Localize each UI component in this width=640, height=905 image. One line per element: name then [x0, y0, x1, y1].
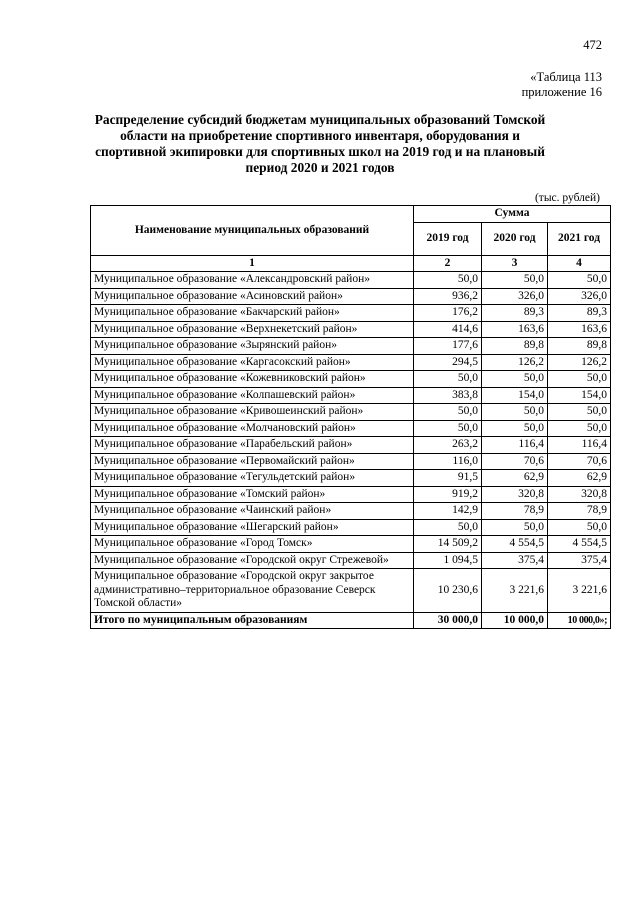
table-row	[91, 404, 611, 421]
row-value-2019: 50,0	[414, 404, 482, 421]
table-row	[91, 288, 611, 305]
row-value-2019: 91,5	[414, 470, 482, 487]
row-name: Муниципальное образование «Городской округ закрытое административно–территориальное образование Северск Томской области»	[91, 569, 414, 613]
row-value-2020: 320,8	[482, 486, 548, 503]
row-name: Муниципальное образование «Первомайский район»	[91, 453, 414, 470]
row-value-2021: 50,0	[548, 371, 611, 388]
row-value-2021: 154,0	[548, 387, 611, 404]
total-2019: 30 000,0	[414, 612, 482, 629]
header-name: Наименование муниципальных образований	[91, 206, 414, 256]
row-name: Муниципальное образование «Парабельский район»	[91, 437, 414, 454]
row-value-2021: 89,8	[548, 338, 611, 355]
table-row	[91, 420, 611, 437]
table-row	[91, 354, 611, 371]
table-row	[91, 338, 611, 355]
row-value-2020: 70,6	[482, 453, 548, 470]
row-value-2020: 163,6	[482, 321, 548, 338]
row-value-2019: 142,9	[414, 503, 482, 520]
row-name: Муниципальное образование «Молчановский район»	[91, 420, 414, 437]
header-row	[91, 206, 611, 223]
row-value-2019: 50,0	[414, 519, 482, 536]
column-number-row	[91, 255, 611, 272]
row-name: Муниципальное образование «Томский район»	[91, 486, 414, 503]
row-value-2021: 50,0	[548, 272, 611, 289]
row-value-2019: 383,8	[414, 387, 482, 404]
row-value-2021: 50,0	[548, 519, 611, 536]
row-value-2020: 50,0	[482, 404, 548, 421]
row-value-2021: 50,0	[548, 420, 611, 437]
subsidy-table	[90, 205, 611, 629]
row-value-2020: 50,0	[482, 272, 548, 289]
table-row	[91, 453, 611, 470]
row-value-2019: 919,2	[414, 486, 482, 503]
row-value-2020: 50,0	[482, 519, 548, 536]
row-value-2019: 177,6	[414, 338, 482, 355]
row-value-2020: 154,0	[482, 387, 548, 404]
row-value-2019: 414,6	[414, 321, 482, 338]
col-number-4: 4	[548, 255, 611, 272]
row-value-2020: 78,9	[482, 503, 548, 520]
row-name: Муниципальное образование «Тегульдетский район»	[91, 470, 414, 487]
header-year-2021: 2021 год	[548, 222, 611, 255]
table-row	[91, 371, 611, 388]
total-2020: 10 000,0	[482, 612, 548, 629]
table-reference	[522, 70, 602, 100]
row-value-2021: 163,6	[548, 321, 611, 338]
row-name: Муниципальное образование «Каргасокский район»	[91, 354, 414, 371]
row-value-2019: 50,0	[414, 272, 482, 289]
row-value-2019: 50,0	[414, 420, 482, 437]
row-value-2020: 126,2	[482, 354, 548, 371]
row-name: Муниципальное образование «Кривошеинский район»	[91, 404, 414, 421]
row-value-2021: 116,4	[548, 437, 611, 454]
row-name: Муниципальное образование «Колпашевский район»	[91, 387, 414, 404]
total-2021: 10 000,0»;	[548, 612, 611, 629]
row-name: Муниципальное образование «Асиновский район»	[91, 288, 414, 305]
row-value-2021: 375,4	[548, 552, 611, 569]
table-row	[91, 569, 611, 613]
row-value-2020: 4 554,5	[482, 536, 548, 553]
page-number: 472	[583, 38, 602, 52]
col-number-1: 1	[91, 255, 414, 272]
row-value-2020: 50,0	[482, 371, 548, 388]
row-name: Муниципальное образование «Чаинский район»	[91, 503, 414, 520]
table-row	[91, 536, 611, 553]
row-value-2019: 263,2	[414, 437, 482, 454]
row-name: Муниципальное образование «Кожевниковский район»	[91, 371, 414, 388]
row-value-2020: 326,0	[482, 288, 548, 305]
table-row	[91, 305, 611, 322]
table-row	[91, 552, 611, 569]
document-title: Распределение субсидий бюджетам муниципальных образований Томской области на приобретение спортивного инвентаря, оборудования и спортивной экипировки для спортивных школ на 2019 год и на плановый период 2020 и 2021 годов	[94, 112, 546, 175]
row-value-2019: 936,2	[414, 288, 482, 305]
row-name: Муниципальное образование «Шегарский район»	[91, 519, 414, 536]
row-value-2021: 4 554,5	[548, 536, 611, 553]
row-value-2020: 62,9	[482, 470, 548, 487]
row-value-2021: 3 221,6	[548, 569, 611, 613]
row-value-2019: 176,2	[414, 305, 482, 322]
table-row	[91, 272, 611, 289]
table-row	[91, 437, 611, 454]
row-value-2021: 62,9	[548, 470, 611, 487]
table-row	[91, 503, 611, 520]
row-value-2021: 70,6	[548, 453, 611, 470]
row-value-2019: 1 094,5	[414, 552, 482, 569]
row-value-2020: 89,3	[482, 305, 548, 322]
row-value-2019: 294,5	[414, 354, 482, 371]
table-row	[91, 519, 611, 536]
table-row	[91, 470, 611, 487]
reference-line-2: приложение 16	[521, 85, 602, 99]
table-row	[91, 321, 611, 338]
row-value-2020: 89,8	[482, 338, 548, 355]
row-value-2019: 116,0	[414, 453, 482, 470]
row-name: Муниципальное образование «Бакчарский район»	[91, 305, 414, 322]
total-row	[91, 612, 611, 629]
col-number-3: 3	[482, 255, 548, 272]
row-value-2019: 10 230,6	[414, 569, 482, 613]
reference-line-1: «Таблица 113	[530, 70, 602, 84]
units-label: (тыс. рублей)	[534, 192, 600, 204]
row-name: Муниципальное образование «Городской округ Стрежевой»	[91, 552, 414, 569]
row-name: Муниципальное образование «Верхнекетский район»	[91, 321, 414, 338]
row-name: Муниципальное образование «Город Томск»	[91, 536, 414, 553]
row-value-2021: 126,2	[548, 354, 611, 371]
row-value-2019: 50,0	[414, 371, 482, 388]
row-value-2020: 375,4	[482, 552, 548, 569]
row-value-2021: 89,3	[548, 305, 611, 322]
row-value-2020: 3 221,6	[482, 569, 548, 613]
table-row	[91, 486, 611, 503]
row-value-2021: 50,0	[548, 404, 611, 421]
header-year-2019: 2019 год	[414, 222, 482, 255]
row-value-2020: 116,4	[482, 437, 548, 454]
table-row	[91, 387, 611, 404]
row-name: Муниципальное образование «Александровский район»	[91, 272, 414, 289]
row-value-2020: 50,0	[482, 420, 548, 437]
row-value-2021: 320,8	[548, 486, 611, 503]
header-sum: Сумма	[414, 206, 611, 223]
row-name: Муниципальное образование «Зырянский район»	[91, 338, 414, 355]
row-value-2021: 326,0	[548, 288, 611, 305]
row-value-2021: 78,9	[548, 503, 611, 520]
row-value-2019: 14 509,2	[414, 536, 482, 553]
total-label: Итого по муниципальным образованиям	[91, 612, 414, 629]
header-year-2020: 2020 год	[482, 222, 548, 255]
col-number-2: 2	[414, 255, 482, 272]
